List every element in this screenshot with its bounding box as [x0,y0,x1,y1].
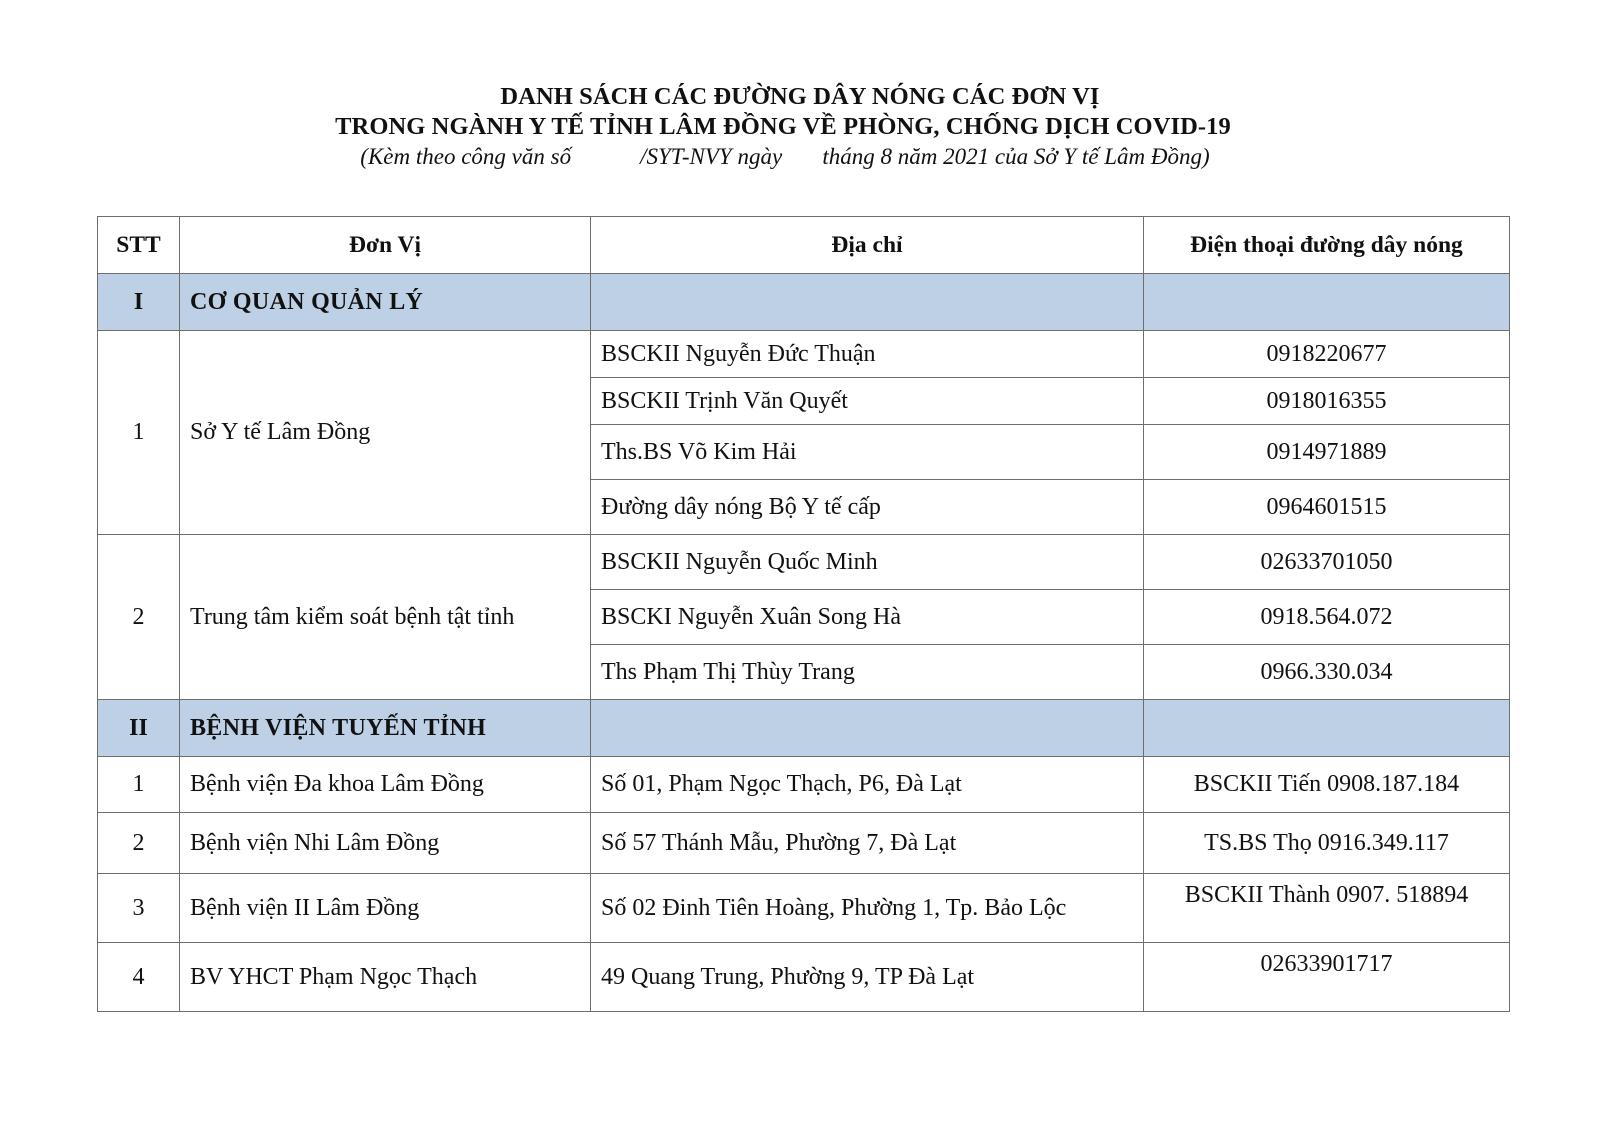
section-code: I [98,274,180,331]
document-title-line-1: DANH SÁCH CÁC ĐƯỜNG DÂY NÓNG CÁC ĐƠN VỊ [500,83,1100,110]
contact-phone: 0918220677 [1144,331,1510,378]
row-unit: Sở Y tế Lâm Đồng [180,331,591,535]
section-row [98,274,1510,331]
table-row [98,331,1510,378]
table-row [98,535,1510,590]
contact-name: BSCKII Trịnh Văn Quyết [591,378,1144,425]
contact-name: BSCKII Nguyễn Quốc Minh [591,535,1144,590]
row-unit: BV YHCT Phạm Ngọc Thạch [180,943,591,1012]
row-address: Số 57 Thánh Mẫu, Phường 7, Đà Lạt [591,813,1144,874]
row-address: Số 02 Đinh Tiên Hoàng, Phường 1, Tp. Bảo Lộc [591,874,1144,943]
contact-name: Ths.BS Võ Kim Hải [591,425,1144,480]
section-empty-cell [1144,700,1510,757]
table-header-row [98,217,1510,274]
contact-phone: 02633701050 [1144,535,1510,590]
row-phone: 02633901717 [1144,943,1510,1012]
section-empty-cell [591,274,1144,331]
header-phone: Điện thoại đường dây nóng [1144,217,1510,274]
row-stt: 1 [98,757,180,813]
row-phone: TS.BS Thọ 0916.349.117 [1144,813,1510,874]
row-unit: Bệnh viện II Lâm Đồng [180,874,591,943]
row-stt: 2 [98,535,180,700]
header-address: Địa chỉ [591,217,1144,274]
header-stt: STT [98,217,180,274]
table-row [98,943,1510,1012]
table-row [98,874,1510,943]
row-stt: 1 [98,331,180,535]
row-stt: 4 [98,943,180,1012]
row-phone: BSCKII Tiến 0908.187.184 [1144,757,1510,813]
row-address: Số 01, Phạm Ngọc Thạch, P6, Đà Lạt [591,757,1144,813]
contact-phone: 0964601515 [1144,480,1510,535]
contact-phone: 0918016355 [1144,378,1510,425]
contact-phone: 0918.564.072 [1144,590,1510,645]
header-unit: Đơn Vị [180,217,591,274]
document-title-line-2: TRONG NGÀNH Y TẾ TỈNH LÂM ĐỒNG VỀ PHÒNG, CHỐNG DỊCH COVID-19 [335,113,1231,140]
row-unit: Bệnh viện Nhi Lâm Đồng [180,813,591,874]
contact-name: Đường dây nóng Bộ Y tế cấp [591,480,1144,535]
row-address: 49 Quang Trung, Phường 9, TP Đà Lạt [591,943,1144,1012]
section-name: BỆNH VIỆN TUYẾN TỈNH [180,700,591,757]
contact-phone: 0966.330.034 [1144,645,1510,700]
section-row [98,700,1510,757]
row-stt: 3 [98,874,180,943]
document-heading [0,82,1600,172]
row-unit: Trung tâm kiểm soát bệnh tật tỉnh [180,535,591,700]
contact-name: BSCKI Nguyễn Xuân Song Hà [591,590,1144,645]
document-subtitle: (Kèm theo công văn số /SYT-NVY ngày tháng 8 năm 2021 của Sở Y tế Lâm Đồng) [360,144,1210,169]
section-code: II [98,700,180,757]
contact-name: Ths Phạm Thị Thùy Trang [591,645,1144,700]
contact-name: BSCKII Nguyễn Đức Thuận [591,331,1144,378]
table-row [98,757,1510,813]
section-empty-cell [1144,274,1510,331]
section-empty-cell [591,700,1144,757]
row-phone: BSCKII Thành 0907. 518894 [1144,874,1510,943]
hotline-table [97,216,1510,1012]
table-row [98,813,1510,874]
contact-phone: 0914971889 [1144,425,1510,480]
row-unit: Bệnh viện Đa khoa Lâm Đồng [180,757,591,813]
section-name: CƠ QUAN QUẢN LÝ [180,274,591,331]
row-stt: 2 [98,813,180,874]
